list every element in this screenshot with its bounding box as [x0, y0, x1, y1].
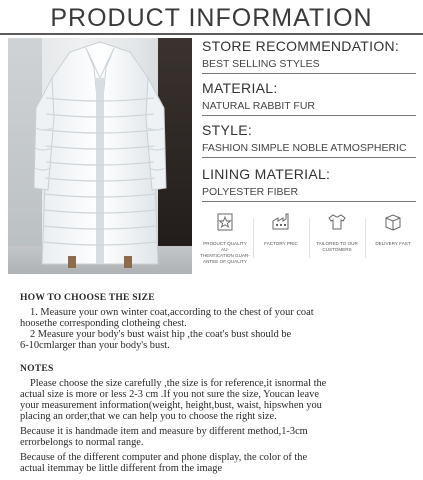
badge-label: THENTICATION GUAR-: [200, 253, 250, 258]
size-guide-step: 2 Measure your body's bust waist hip ,the coat's bust should be: [30, 329, 292, 340]
info-store-recommendation: [202, 38, 416, 74]
info-style: [202, 122, 416, 158]
info-divider: [202, 201, 416, 202]
info-divider: [202, 73, 416, 74]
info-label: LINING MATERIAL:: [202, 166, 331, 182]
info-value: POLYESTER FIBER: [202, 186, 299, 198]
page-title: PRODUCT INFORMATION: [50, 4, 373, 32]
badge-label: FACTORY PRIC: [264, 241, 298, 246]
badge-divider: [365, 218, 366, 258]
info-value: FASHION SIMPLE NOBLE ATMOSPHERIC: [202, 142, 407, 154]
size-guide-heading: HOW TO CHOOSE THE SIZE: [20, 292, 155, 303]
info-label: MATERIAL:: [202, 80, 278, 96]
notes-text: Please choose the size carefully ,the size is for reference,it isnormal the: [30, 378, 327, 389]
badge-label: TAILORED TO OUR: [316, 241, 358, 246]
notes-text: Because of the different computer and phone display, the color of the: [20, 452, 308, 463]
notes-text: actual size is more or less 2-3 cm .If you not sure the size, Youcan leave: [20, 389, 319, 400]
info-value: BEST SELLING STYLES: [202, 58, 320, 70]
badge-factory-price: [256, 212, 306, 247]
fur-coat-image: [8, 38, 192, 274]
badge-label: PRODUCT QUALITY AU-: [203, 241, 247, 252]
notes-section: [20, 363, 410, 474]
badge-label: ANTEE OF QUALITY: [203, 259, 247, 264]
info-value: NATURAL RABBIT FUR: [202, 100, 315, 112]
title-divider: [0, 33, 423, 35]
info-material: [202, 80, 416, 116]
tshirt-icon: [327, 212, 347, 232]
product-photo: [8, 38, 192, 274]
info-lining-material: [202, 166, 416, 202]
size-guide-step: 6-10cmlarger than your body's bust.: [20, 340, 170, 351]
badge-delivery: [368, 212, 418, 247]
star-badge-icon: [215, 212, 235, 232]
notes-text: your measurement information(weight, height,bust, waist, hipswhen you: [20, 400, 322, 411]
notes-text: actual itemmay be little different from the image: [20, 463, 223, 474]
info-divider: [202, 157, 416, 158]
size-guide-step: 1. Measure your own winter coat,according to the chest of your coat: [30, 307, 314, 318]
factory-icon: [271, 212, 291, 232]
badge-label: DELIVERY FAST: [375, 241, 411, 246]
notes-text: Because it is handmade item and measure by different method,1-3cm: [20, 426, 308, 437]
service-badges: [200, 212, 420, 272]
badge-divider: [253, 218, 254, 258]
badge-tailored: [312, 212, 362, 253]
info-divider: [202, 115, 416, 116]
notes-text: errorbelongs to normal range.: [20, 437, 144, 448]
size-guide-section: [20, 292, 410, 351]
badge-divider: [309, 218, 310, 258]
notes-heading: NOTES: [20, 363, 54, 374]
notes-text: placing an order,that we can help you to choose the right size.: [20, 411, 277, 422]
delivery-box-icon: [383, 212, 403, 232]
info-label: STORE RECOMMENDATION:: [202, 38, 400, 54]
info-label: STYLE:: [202, 122, 253, 138]
size-guide-step: hoosethe corresponding clotheing chest.: [20, 318, 187, 329]
badge-quality: [200, 212, 250, 265]
badge-label: CUSTOMERS: [322, 247, 352, 252]
